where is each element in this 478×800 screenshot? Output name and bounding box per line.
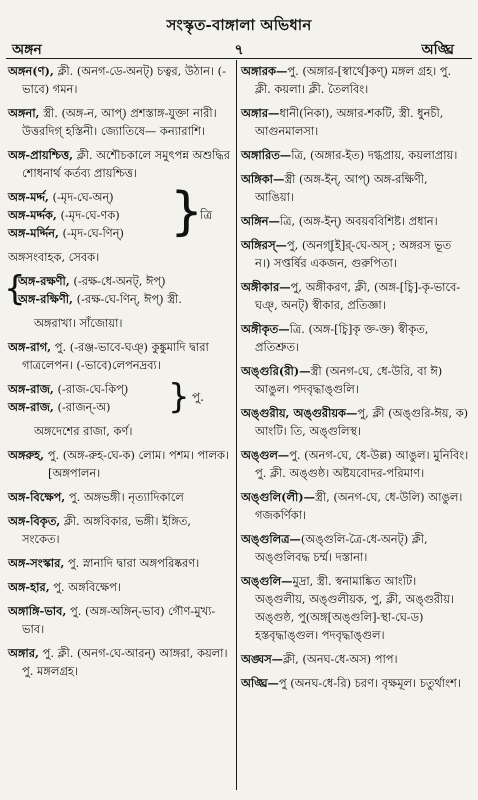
headword: অঙ্গুলি—: [241, 574, 293, 588]
definition: (অঙ্গুলি-ত্রৈ-ধে-অনট্) ক্লী, অঙ্গুলিবদ্ধ চর্ম্ম। দস্তানা।: [255, 532, 428, 564]
group-tag: পু.: [192, 390, 204, 404]
headword: অঙ্গনা,: [8, 106, 40, 120]
definition: স্ত্রী (অঙ্গ-ইন্, আপ্) অঙ্গ-রক্ষিণী, আঙিয়া।: [255, 172, 428, 204]
dictionary-entry: [241, 170, 470, 206]
page-number: ৭: [234, 42, 244, 58]
headword: অঙ্গ-রাগ,: [8, 340, 52, 354]
definition-continuation: [অঙ্গপালন।: [48, 466, 101, 480]
definition: (-মৃদ-ঘে-ণিন্): [58, 226, 124, 240]
definition: ক্লী, (অনঘ-ধে-অস) পাপ।: [283, 652, 398, 666]
definition: পু. (অঙ্গ-রুহ-ঘে-ক) লোম। পশম। পালক।: [44, 448, 230, 462]
definition: মুদ্রা, স্ত্রী. স্বনামাঙ্কিত আংটি। অঙ্গুলীয়, অঙ্গুলীয়ক, পু, ক্লী, অঙ্গুরীয়। অঙ্গুষ্ঠ, পু(অঙ্গ[অঙ্গুলি]-স্থা-ঘে-ড) হস্তবৃদ্ধাঙ্গুল। পদবৃদ্ধাঙ্গুল।: [255, 574, 455, 642]
dictionary-entry: [8, 104, 230, 140]
group-definition: অঙ্গদেশের রাজা, কর্ণ।: [34, 424, 133, 438]
dictionary-entry: [241, 362, 470, 398]
definition: ত্রি. (অঙ্গ-[চ্বি]কৃ ক্ত-ক্ত) স্বীকৃত, প্রতিশ্রুত।: [255, 322, 429, 354]
definition: পু. অঙ্গভঙ্গী। নৃত্যাদিকালে: [65, 490, 184, 504]
definition: পু. অঙ্গবিক্ষেপ।: [49, 580, 121, 594]
dictionary-entry: [241, 278, 470, 314]
definition: (-রক্ষ-ঘে-ণিন্, ঈপ্) স্ত্রী.: [73, 292, 182, 306]
dictionary-entry: [241, 488, 470, 524]
group-tag: ত্রি: [200, 208, 213, 222]
headword: অঙ্গ-হার,: [8, 580, 50, 594]
entry-group: [8, 377, 230, 417]
definition: পু, অঙ্গীকরণ, ক্লী, (অঙ্গ-[চ্বি]-কৃ-ভাবে-ঘঞ্, অনট্) স্বীকার, প্রতিজ্ঞা।: [255, 280, 461, 312]
definition: পু. (-রঞ্জ-ভাবে-ঘঞ্) কুঙ্কুমাদি দ্বারা গাত্রলেপন। (-ভাবে)লেপনদ্রব্য।: [22, 340, 209, 372]
definition: ক্লী. (অনগ-ডে-অনট্) চত্বর, উঠান। (-ভাবে) গমন।: [22, 64, 226, 96]
headword: অঙ্গ-প্রায়শ্চিত্ত,: [8, 148, 74, 162]
headword: অঙ্গুল—: [241, 448, 290, 462]
dictionary-entry: [8, 338, 230, 374]
right-column: [241, 62, 470, 698]
dictionary-entry: [241, 104, 470, 140]
dictionary-entry: [241, 404, 470, 440]
headword: অঙ্গিকা—: [241, 172, 285, 186]
definition: স্ত্রী. (অঙ্গ-ন, আপ্) প্রশস্তাঙ্গ-যুক্তা নারী। উত্তরদিগ্ হস্তিনী। জ্যোতিষে— কন্যারাশি।: [22, 106, 217, 138]
definition: (-মৃদ-ঘে-ণক): [56, 208, 120, 222]
group-definition: অঙ্গসংবাহক, সেবক।: [8, 250, 100, 264]
right-guide-word: অঙ্ঘ্রি: [421, 42, 454, 58]
left-column: [4, 62, 231, 686]
definition: স্ত্রী, (অনগ-ঘে, ধে-উলি) আঙুল। গজকর্ণিকা।: [255, 490, 463, 522]
dictionary-entry: [241, 146, 470, 164]
entry-group: [4, 269, 230, 309]
headword: অঙ্গার—: [241, 106, 280, 120]
headword: অঙ্গরুহ,: [8, 448, 45, 462]
definition: স্ত্রী (অনগ-ঘে, ধে-উরি, বা ঈ) আঙুল। পদবৃদ্ধাঙ্গুলি।: [255, 364, 443, 396]
dictionary-entry: [241, 674, 470, 692]
dictionary-entry: [8, 62, 230, 98]
headword: অঙ্গুরীয়, অঙ্গুরীয়ক—: [241, 406, 358, 420]
headword: অঙ্গুলি(লী)—: [241, 490, 315, 504]
dictionary-entry: [241, 530, 470, 566]
dictionary-entry: [241, 212, 470, 230]
headword: অঙ্গিরস্—: [241, 238, 287, 252]
definition: পু. স্নানাদি দ্বারা অঙ্গপরিষ্করণ।: [64, 556, 200, 570]
headword: অঙ্গারক—: [241, 64, 288, 78]
headword: অঙ্গুলিত্র—: [241, 532, 301, 546]
headword: অঙ্গ-রক্ষিণী,: [18, 292, 74, 306]
definition: পু (অনঘ-ধে-রি) চরণ। বৃক্ষমূল। চতুর্থাংশ।: [278, 676, 461, 690]
headword: অঙ্গার,: [8, 646, 39, 660]
headword: অঙ্গ-রাজ,: [8, 382, 54, 396]
definition: পু, ক্লী (অঙ্গুরি-ঈয়, ক) আংটি। তি, অঙ্গুলিস্থ।: [255, 406, 469, 438]
running-header: [0, 38, 478, 58]
headword: অঙ্গ-সংস্কার,: [8, 556, 65, 570]
headword: অঙ্গিন—: [241, 214, 280, 228]
headword: অঙ্গ-মর্দ্দক,: [8, 208, 57, 222]
headword: অঙ্গীকৃত—: [241, 322, 290, 336]
dictionary-entry: [241, 236, 470, 272]
headword: অঙ্গ-বিক্ষেপ,: [8, 490, 66, 504]
dictionary-entry: [241, 62, 470, 98]
dictionary-entry: [8, 578, 230, 596]
group-definition: অঙ্গরাখা। সাঁজোয়া।: [34, 316, 123, 330]
definition: পু. (অঙ্গার-[স্বার্থে]কণ্) মঙ্গল গ্রহ। পু. ক্লী. কয়লা। ক্লী. তৈলবিং।: [255, 64, 452, 96]
dictionary-entry: [8, 146, 230, 182]
left-guide-word: অঙ্গন: [12, 42, 42, 58]
group-line: [18, 272, 230, 290]
definition: ত্রি, (অঙ্গ-ইন্) অবয়ববিশিষ্ট। প্রধান।: [279, 214, 438, 228]
headword: অঙ্গীকার—: [241, 280, 291, 294]
definition: (-মৃদ-ঘে-অন্): [48, 190, 114, 204]
definition: পু. (অনগ-ঘে, ধে-উল্ল) আঙুল। মুনিবিং। পু. ক্লী. অঙ্গুষ্ঠ। অষ্টযবোদর-পরিমাণ।: [255, 448, 469, 480]
definition: ধানী(নিকা), অঙ্গার-শকটি, স্ত্রী. ধুনচী, আগুনমালসা।: [255, 106, 444, 138]
dictionary-entry: [241, 572, 470, 644]
headword: অঙ্গুরি(রী)—: [241, 364, 311, 378]
headword: অঙ্গারিত—: [241, 148, 292, 162]
headword: অঙ্ঘ্রি—: [241, 676, 279, 690]
dictionary-entry: [8, 554, 230, 572]
headword: অঙ্গ-মর্দ্দিন,: [8, 226, 59, 240]
dictionary-entry: [241, 446, 470, 482]
dictionary-entry: [8, 446, 230, 482]
definition: ক্লী. অশৌচকালে সমুৎপন্ন অশুদ্ধির শোধনার্থ কর্তব্য প্রায়শ্চিত্ত।: [22, 148, 231, 180]
headword: অঙ্গ-রক্ষণী,: [18, 274, 70, 288]
headword: অঙ্গন(ণ),: [8, 64, 54, 78]
dictionary-entry: [8, 644, 230, 680]
column-divider: [236, 60, 237, 790]
definition: ক্লী. অঙ্গবিকার, ভঙ্গী। ইঙ্গিত, সংকেত।: [22, 514, 191, 546]
right-brace-icon: }: [168, 377, 190, 417]
header-rule: [6, 58, 472, 59]
dictionary-entry: [241, 320, 470, 356]
definition: পু. (অঙ্গ-অঙ্গিন্-ভাব) গৌণ-মুখ্য-ভাব।: [22, 604, 216, 636]
headword: অঙ্ঘস—: [241, 652, 283, 666]
definition: (-রাজ-ঘে-কিপ্): [53, 382, 129, 396]
dictionary-entry: [8, 488, 230, 506]
headword: অঙ্গ-রাজ,: [8, 400, 54, 414]
headword: অঙ্গ-মর্দ্দ,: [8, 190, 49, 204]
dictionary-entry: [241, 650, 470, 668]
dictionary-entry: [8, 602, 230, 638]
definition: (-রক্ষ-ধে-অনট্, ঈপ্): [69, 274, 166, 288]
headword: অঙ্গ-বিকৃত,: [8, 514, 61, 528]
definition: (-রাজন্-অ): [53, 400, 111, 414]
definition: পু. ক্লী. (অনগ-ঘে-আরন্) আঙ্গরা, কয়লা। পু. মঙ্গলগ্রহ।: [22, 646, 228, 678]
entry-group: [8, 182, 230, 242]
headword: অঙ্গাঙ্গি-ভাব,: [8, 604, 67, 618]
right-brace-icon: }: [170, 182, 204, 242]
definition: পু, (অনগ্[ই]র্-ঘে-অস্ ; অঙ্গরস ভূত ন।) সপ্তর্ষির একজন, গুরুপিতা।: [255, 238, 452, 270]
left-brace-icon: {: [4, 269, 26, 309]
definition: ত্রি, (অঙ্গার-ইত) দগ্ধপ্রায়, কয়লাপ্রায়।: [291, 148, 458, 162]
page-title: সংস্কৃত-বাঙ্গালা অভিধান: [166, 16, 312, 34]
group-line: [18, 290, 230, 308]
dictionary-entry: [8, 512, 230, 548]
